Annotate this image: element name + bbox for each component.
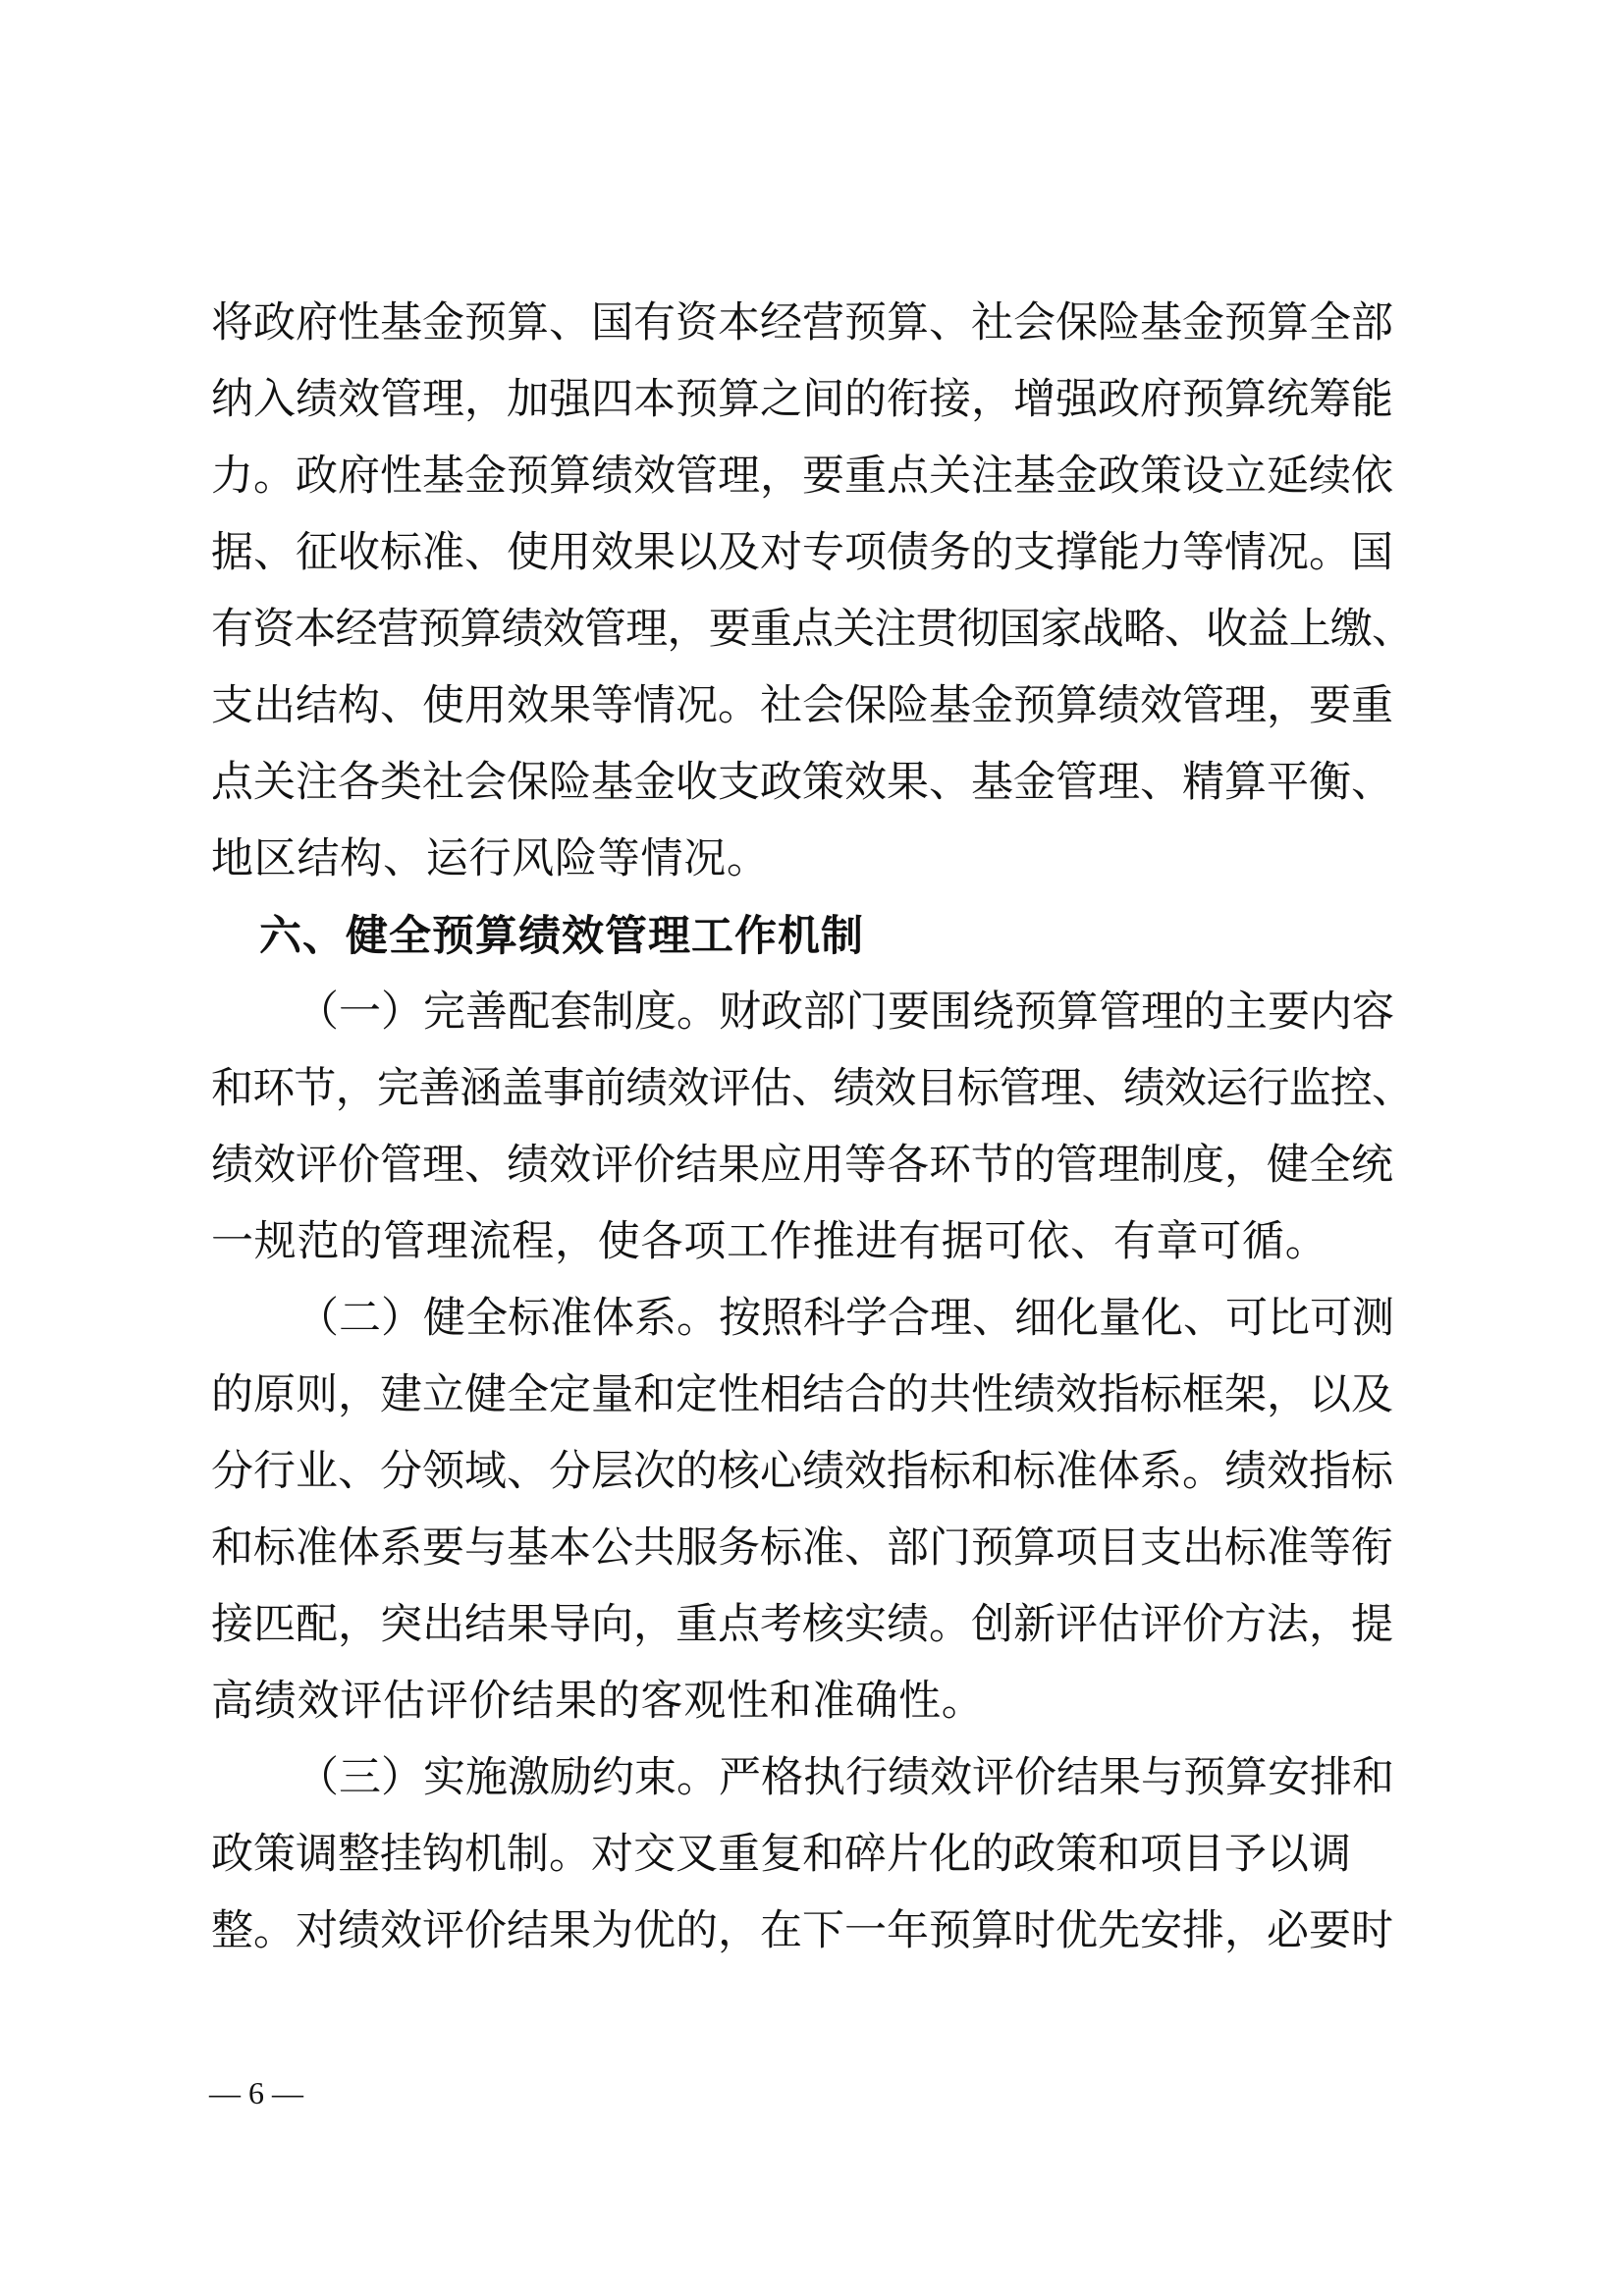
body-text-line: 高绩效评估评价结果的客观性和准确性。	[211, 1679, 985, 1725]
body-text-line: 力。政府性基金预算绩效管理，要重点关注基金政策设立延续依	[211, 454, 1393, 500]
body-text-line: 分行业、分领域、分层次的核心绩效指标和标准体系。绩效指标	[211, 1449, 1393, 1495]
body-text-line: 政策调整挂钩机制。对交叉重复和碎片化的政策和项目予以调	[211, 1832, 1351, 1878]
body-text-line: 绩效评价管理、绩效评价结果应用等各环节的管理制度，健全统	[211, 1143, 1393, 1189]
body-text-line: 整。对绩效评价结果为优的，在下一年预算时优先安排，必要时	[211, 1908, 1393, 1954]
body-text-line: 接匹配，突出结果导向，重点考核实绩。创新评估评价方法，提	[211, 1602, 1393, 1648]
body-text-line: 和环节，完善涵盖事前绩效评估、绩效目标管理、绩效运行监控、	[211, 1066, 1414, 1112]
body-text-line: 和标准体系要与基本公共服务标准、部门预算项目支出标准等衔	[211, 1525, 1393, 1572]
section-heading: 六、健全预算绩效管理工作机制	[259, 912, 864, 961]
subsection-3-first-line: （三）实施激励约束。严格执行绩效评价结果与预算安排和	[297, 1755, 1394, 1801]
body-text-line: 支出结构、使用效果等情况。社会保险基金预算绩效管理，要重	[211, 683, 1393, 729]
body-text-line: 点关注各类社会保险基金收支政策效果、基金管理、精算平衡、	[211, 760, 1393, 806]
body-text-line: 将政府性基金预算、国有资本经营预算、社会保险基金预算全部	[211, 300, 1393, 347]
subsection-1-first-line: （一）完善配套制度。财政部门要围绕预算管理的主要内容	[297, 989, 1394, 1036]
body-text-line: 地区结构、运行风险等情况。	[211, 836, 770, 882]
body-text-line: 有资本经营预算绩效管理，要重点关注贯彻国家战略、收益上缴、	[211, 607, 1414, 653]
body-text-line: 的原则，建立健全定量和定性相结合的共性绩效指标框架，以及	[211, 1372, 1393, 1418]
body-text-line: 一规范的管理流程，使各项工作推进有据可依、有章可循。	[211, 1219, 1328, 1265]
page-number: — 6 —	[209, 2075, 303, 2110]
subsection-2-first-line: （二）健全标准体系。按照科学合理、细化量化、可比可测	[297, 1296, 1394, 1342]
body-text-line: 纳入绩效管理，加强四本预算之间的衔接，增强政府预算统筹能	[211, 377, 1393, 423]
body-text-line: 据、征收标准、使用效果以及对专项债务的支撑能力等情况。国	[211, 530, 1393, 576]
